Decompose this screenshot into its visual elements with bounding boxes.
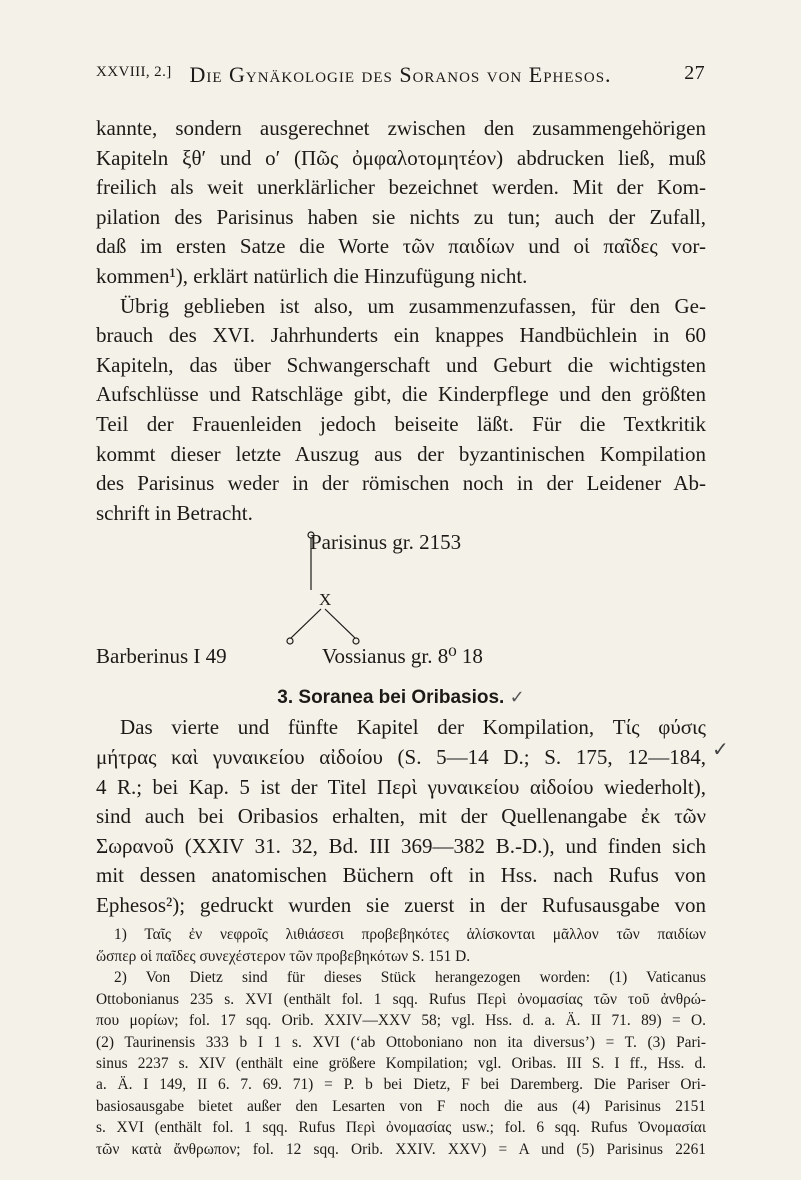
footnote-line: a. Ä. I 149, II 6. 7. 69. 71) = P. b bei Dietz, F bei Daremberg. Die Pariser Ori- [96, 1076, 706, 1094]
paragraph-1 [96, 114, 706, 292]
footnote-line: ὥσπερ οἱ παῖδες συνεχέστερον τῶν προβεβηκότων S. 151 D. [96, 947, 471, 965]
running-title: Die Gynäkologie des Soranos von Ephesos. [189, 62, 612, 87]
footnote-line: που μορίων; fol. 17 sqq. Orib. XXIV—XXV 58; vgl. Hss. d. a. Ä. II 71. 89) = O. [96, 1012, 706, 1030]
text-line: mit dessen anatomischen Büchern oft in Hss. nach Rufus von [96, 863, 706, 888]
stemma-barberinus: Barberinus I 49 [96, 644, 227, 669]
text-line: Σωρανοῦ (XXIV 31. 32, Bd. III 369—382 B.-D.), und finden sich [96, 833, 706, 858]
section-heading [96, 682, 706, 713]
footnote-line: 1) Ταῖς ἐν νεφροῖς λιθιάσεσι προβεβηκότες ἁλίσκονται μᾶλλον τῶν παιδίων [114, 926, 706, 944]
paragraph-3 [96, 713, 706, 920]
stemma-leaves [96, 644, 706, 674]
text-line: pilation des Parisinus haben sie nichts zu tun; auch der Zufall, [96, 204, 706, 229]
text-line: Übrig geblieben ist also, um zusammenzufassen, für den Ge- [120, 293, 706, 318]
footnote-line: τῶν κατὰ ἄνθρωπον; fol. 12 sqq. Orib. XXIV. XXV) = A und (5) Parisinus 2261 [96, 1140, 706, 1158]
check-mark-icon: ✓ [509, 687, 525, 708]
section-heading-text: 3. Soranea bei Oribasios. [277, 687, 505, 709]
text-line: 4 R.; bei Kap. 5 ist der Titel Περὶ γυναικείου αἰδοίου wiederholt), [96, 774, 706, 799]
footnote-line: sinus 2237 s. XIV (enthält eine größere Kompilation; vgl. Oribas. III S. I ff., Hss. d. [96, 1054, 706, 1072]
text-line: daß im ersten Satze die Worte τῶν παιδίων und οἱ παῖδες vor- [96, 234, 706, 259]
footnotes [96, 924, 706, 1159]
text-line: Kapiteln, das über Schwangerschaft und Geburt die wichtigsten [96, 352, 706, 377]
text-line: Teil der Frauenleiden jedoch beiseite läßt. Für die Textkritik [96, 411, 706, 436]
footnote-line: s. XVI (enthält fol. 1 sqq. Rufus Περὶ ὀνομασίας usw.; fol. 6 sqq. Rufus Ὀνομασίαι [96, 1119, 706, 1137]
footnote-line: 2) Von Dietz sind für dieses Stück herangezogen worden: (1) Vaticanus [114, 969, 706, 987]
footnote-line: (2) Taurinensis 333 b I 1 s. XVI (‘ab Ottoboniano non ita diversus’) = T. (3) Pari- [96, 1033, 706, 1051]
text-line: des Parisinus weder in der römischen noch in der Leidener Ab- [96, 471, 706, 496]
margin-check-mark: ✓ [712, 739, 729, 761]
paragraph-2 [96, 292, 706, 529]
text-line: brauch des XVI. Jahrhunderts ein knappes Handbüchlein in 60 [96, 323, 706, 348]
manuscript-stemma [96, 530, 706, 648]
text-line: Aufschlüsse und Ratschläge gibt, die Kinderpflege und den größten [96, 382, 706, 407]
text-line: freilich als weit unerklärlicher bezeichnet werden. Mit der Kom- [96, 175, 706, 200]
stemma-line-right [325, 609, 355, 638]
text-line: kommt dieser letzte Auszug aus der byzantinischen Kompilation [96, 441, 706, 466]
text-line: Ephesos²); gedruckt wurden sie zuerst in der Rufusausgabe von [96, 892, 706, 917]
stemma-vossianus: Vossianus gr. 8⁰ 18 [322, 644, 483, 669]
text-line: sind auch bei Oribasios erhalten, mit der Quellenangabe ἐκ τῶν [96, 804, 706, 829]
text-line: kannte, sondern ausgerechnet zwischen den zusammengehörigen [96, 116, 706, 140]
text-line: Das vierte und fünfte Kapitel der Kompilation, Τίς φύσις [120, 715, 706, 740]
footnote-line: Ottobonianus 235 s. XVI (enthält fol. 1 sqq. Rufus Περὶ ὀνομασίας τῶν τοῦ ἀνθρώ- [96, 990, 706, 1008]
text-line: Kapiteln ξθ′ und ο′ (Πῶς ὀμφαλοτομητέον) abdrucken ließ, muß [96, 145, 706, 170]
main-text [96, 114, 706, 1160]
footnote-line: basiosausgabe bietet außer den Lesarten von F noch die aus (4) Parisinus 2151 [96, 1097, 706, 1115]
text-line: kommen¹), erklärt natürlich die Hinzufügung nicht. [96, 263, 528, 288]
page-number: 27 [684, 62, 705, 84]
text-line: μήτρας καὶ γυναικείου αἰδοίου (S. 5—14 D.; S. 175, 12—184, [96, 744, 706, 769]
stemma-line-left [291, 609, 321, 638]
section-reference: XXVIII, 2.] [96, 64, 172, 80]
text-line: schrift in Betracht. [96, 500, 253, 525]
stemma-parisinus: Parisinus gr. 2153 [310, 530, 462, 555]
stemma-x: X [319, 590, 332, 610]
